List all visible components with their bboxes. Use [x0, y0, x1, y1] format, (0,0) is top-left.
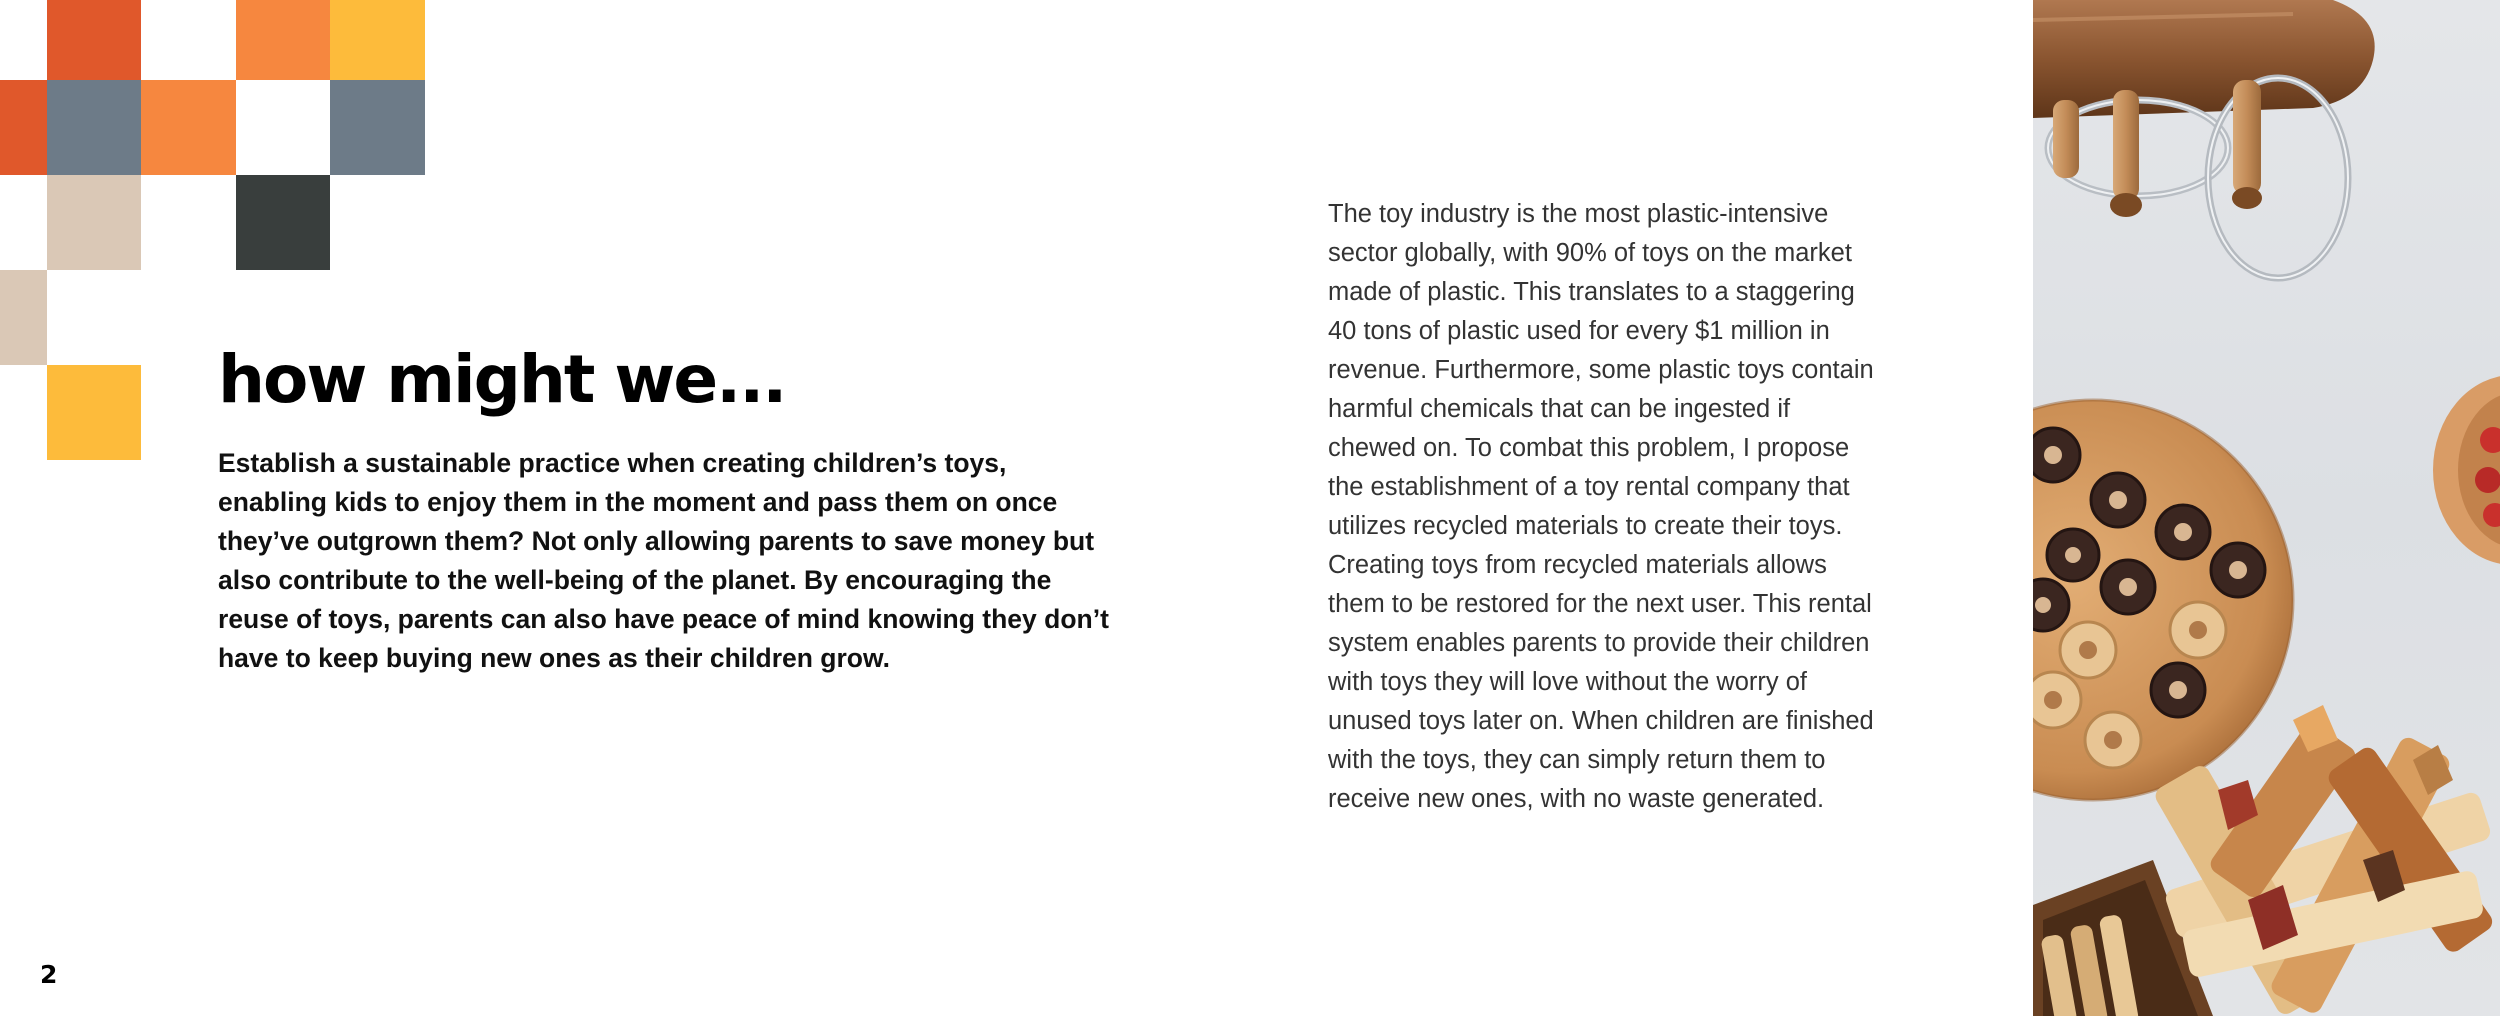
mosaic-tile	[47, 0, 141, 80]
page-number: 2	[40, 960, 58, 989]
body-line: Creating toys from recycled materials allows	[1328, 551, 1827, 579]
body-line: 40 tons of plastic used for every $1 million in	[1328, 317, 1830, 345]
mosaic-tile	[236, 0, 330, 80]
body-line: the establishment of a toy rental company that	[1328, 473, 1850, 501]
ring-puzzle	[2033, 0, 2375, 278]
lead-paragraph	[218, 444, 1109, 678]
mosaic-tile	[47, 175, 141, 270]
bead-bowl	[2433, 375, 2500, 565]
body-paragraph	[1328, 195, 1888, 819]
mosaic-tile	[141, 80, 236, 175]
body-line: receive new ones, with no waste generated.	[1328, 785, 1825, 813]
body-line: revenue. Furthermore, some plastic toys contain	[1328, 356, 1874, 384]
body-line: system enables parents to provide their children	[1328, 629, 1870, 657]
lead-line: reuse of toys, parents can also have peace of mind knowing they don’t	[218, 604, 1109, 634]
lead-line: they’ve outgrown them? Not only allowing parents to save money but	[218, 526, 1095, 556]
mosaic-tile	[330, 80, 425, 175]
mosaic-tile	[330, 0, 425, 80]
body-line: chewed on. To combat this problem, I propose	[1328, 434, 1850, 462]
body-line: with toys they will love without the worry of	[1328, 668, 1808, 696]
body-line: them to be restored for the next user. This rental	[1328, 590, 1872, 618]
mosaic-tile	[47, 80, 141, 175]
lead-line: have to keep buying new ones as their children grow.	[218, 643, 890, 673]
mosaic-tile	[0, 80, 47, 175]
mosaic-tile	[47, 365, 141, 460]
body-line: sector globally, with 90% of toys on the market	[1328, 239, 1852, 267]
body-line: with the toys, they can simply return them to	[1328, 746, 1826, 774]
lead-line: also contribute to the well-being of the planet. By encouraging the	[218, 565, 1052, 595]
body-line: The toy industry is the most plastic-intensive	[1328, 200, 1829, 228]
wooden-toys-illustration	[2033, 0, 2500, 1016]
body-line: unused toys later on. When children are finished	[1328, 707, 1874, 735]
lead-line: enabling kids to enjoy them in the moment and pass them on once	[218, 487, 1058, 517]
page-title: how might we...	[218, 341, 786, 418]
body-line: made of plastic. This translates to a staggering	[1328, 278, 1855, 306]
lead-line: Establish a sustainable practice when creating children’s toys,	[218, 448, 1007, 478]
wooden-toys-photo	[2033, 0, 2500, 1016]
peg-board-game	[2033, 400, 2293, 800]
mosaic-tile	[236, 175, 330, 270]
body-line: utilizes recycled materials to create their toys.	[1328, 512, 1843, 540]
body-line: harmful chemicals that can be ingested if	[1328, 395, 1791, 423]
mosaic-tile	[0, 270, 47, 365]
